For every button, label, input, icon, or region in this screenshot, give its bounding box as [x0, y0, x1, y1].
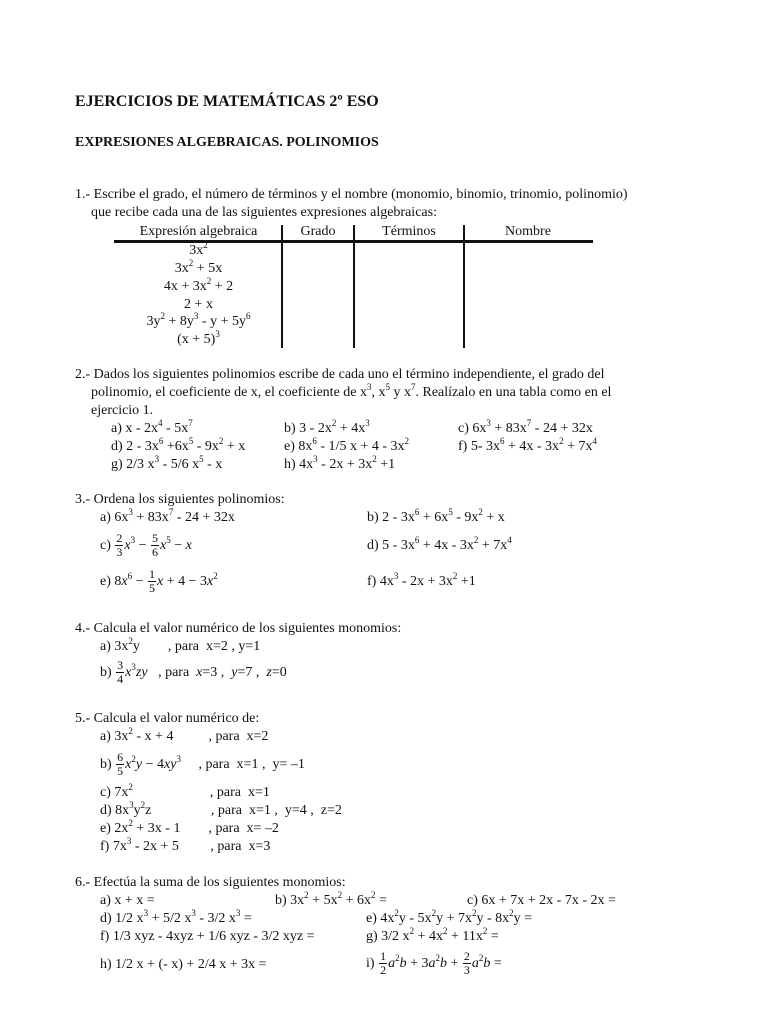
- ex4-item-a: a) $3x^2y$ , para x=2 , y=1: [100, 636, 261, 654]
- ex6-item-f: f) 1/3 xyz - 4xyz + 1/6 xyz - 3/2 xyz =: [100, 929, 315, 944]
- table-row-expression: $4x + 3x^2 + 2$: [163, 276, 234, 294]
- ex6-item-e: e) $4x^2y - 5x^2y + 7x^2y - 8x^2y$ =: [366, 908, 533, 926]
- ex2-item-g: g) 2/3 $x^3 - 5/6$ $x^5$ - x: [111, 454, 223, 472]
- section-subtitle: EXPRESIONES ALGEBRAICAS. POLINOMIOS: [75, 135, 379, 150]
- ex5-item-f: f) $7x^3 - 2x + 5$ , para x=3: [100, 836, 271, 854]
- ex6-item-h: h) 1/2 x + (- x) + 2/4 x + 3x =: [100, 957, 267, 972]
- table-row-expression: $3y^2 + 8y^3 - y + 5y^6$: [146, 311, 251, 329]
- ex2-item-a: a) x - $2x^4 - 5x^7$: [111, 418, 193, 436]
- table-row-expression: $3x^2$: [189, 240, 208, 258]
- ex3-item-d: d) $5 - 3x^6 + 4x - 3x^2 + 7x^4$: [367, 535, 512, 553]
- exercise-2-line-3: ejercicio 1.: [91, 403, 154, 418]
- page-title: EJERCICIOS DE MATEMÁTICAS 2º ESO: [75, 93, 379, 110]
- ex3-item-f: f) $4x^3 - 2x + 3x^2 +1$: [367, 571, 476, 589]
- ex2-item-d: d) $2 - 3x^6 +6x^5 - 9x^2 + x$: [111, 436, 246, 454]
- ex2-item-h: h) $4x^3 - 2x + 3x^2 +1$: [284, 454, 396, 472]
- ex5-item-e: e) $2x^2 + 3x - 1$ , para x= –2: [100, 818, 279, 836]
- ex5-item-d: d) $8x^3y^2z$ , para x=1 , y=4 , z=2: [100, 800, 342, 818]
- table-row-expression: $3x^2 + 5x$: [174, 258, 223, 276]
- exercise-2-line-1: 2.- Dados los siguientes polinomios escribe de cada uno el término independiente, el grado del: [75, 367, 605, 382]
- ex5-item-a: a) $3x^2 - x + 4$ , para x=2: [100, 726, 269, 744]
- ex6-item-b: b) $3x^2 + 5x^2 + 6x^2$ =: [275, 890, 387, 908]
- ex3-item-b: b) $2 - 3x^6 + 6x^5 - 9x^2 + x$: [367, 507, 505, 525]
- exercise-6-heading: 6.- Efectúa la suma de los siguientes monomios:: [75, 875, 346, 890]
- ex5-item-b: b) $\frac{6}{5}$ $x^2y - 4xy^3$ , para x=1 , y= –1: [100, 750, 305, 779]
- ex3-item-a: a) $6x^3 + 83x^7 - 24 + 32x$: [100, 507, 235, 525]
- exercise-5-heading: 5.- Calcula el valor numérico de:: [75, 711, 260, 726]
- exercise-1-statement: [75, 186, 695, 222]
- ex2-item-e: e) $8x^6 - 1/5$ $x + 4 - 3x^2$: [284, 436, 409, 454]
- exercise-2-line-2: polinomio, el coeficiente de x, el coeficiente de $x^3$, $x^5$ y $x^7$. Realízalo en una tabla como en el: [91, 382, 612, 400]
- ex6-item-i: i) $\frac{1}{2}$ $a^2b + 3a^2b$ + $\frac{2}{3}$ $a^2b$ =: [366, 949, 502, 978]
- exercise-3-heading: 3.- Ordena los siguientes polinomios:: [75, 492, 285, 507]
- ex6-item-d: d) 1/2 $x^3 + 5/2$ $x^3 - 3/2$ $x^3$ =: [100, 908, 252, 926]
- exercise-1-line-2: que recibe cada una de las siguientes expresiones algebraicas:: [91, 205, 437, 220]
- table-row-expression: $(x + 5)^3$: [177, 329, 220, 347]
- exercise-1-line-1: 1.- Escribe el grado, el número de términos y el nombre (monomio, binomio, trinomio, polinomio): [75, 187, 628, 202]
- exercise-4-heading: 4.- Calcula el valor numérico de los siguientes monomios:: [75, 621, 402, 636]
- table-header-nombre: Nombre: [505, 224, 551, 239]
- ex5-item-c: c) $7x^2$ , para x=1: [100, 782, 270, 800]
- table-header-terminos: Términos: [382, 224, 436, 239]
- table-header-expression: Expresión algebraica: [139, 224, 258, 239]
- ex6-item-c: c) 6x + 7x + 2x - 7x - 2x =: [467, 893, 616, 908]
- ex3-item-c: c) $\frac{2}{3}$ $x^3$ − $\frac{5}{6}$ $x^5 - x$: [100, 531, 192, 560]
- table-column-rule: [463, 225, 465, 348]
- exercise-2-statement: [75, 366, 695, 420]
- ex2-item-f: f) 5- $3x^6 + 4x - 3x^2 + 7x^4$: [458, 436, 597, 454]
- ex2-item-b: b) $3 - 2x^2 + 4x^3$: [284, 418, 370, 436]
- ex6-item-a: a) x + x =: [100, 893, 155, 908]
- ex3-item-e: e) $8x^6$ − $\frac{1}{5}$ $x + 4 - 3x^2$: [100, 567, 218, 596]
- ex2-item-c: c) $6x^3 + 83x^7 - 24 + 32x$: [458, 418, 593, 436]
- table-column-rule: [353, 225, 355, 348]
- ex6-item-g: g) 3/2 $x^2 + 4x^2 + 11x^2$ =: [366, 926, 499, 944]
- ex4-item-b: b) $\frac{3}{4}$ $x^3zy$ , para x=3 , y=7 , z=0: [100, 658, 287, 687]
- table-header-grado: Grado: [300, 224, 336, 239]
- table-row-expression: 2 + x: [184, 297, 213, 312]
